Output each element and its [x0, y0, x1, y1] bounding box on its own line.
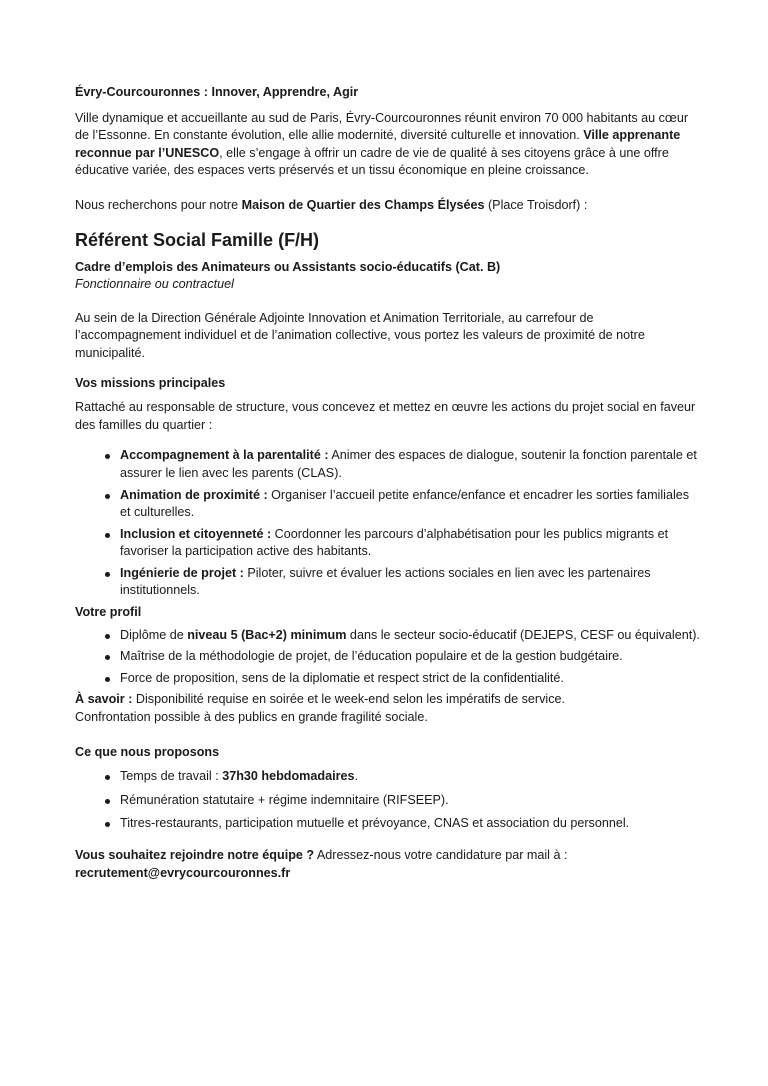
contact-question: Vous souhaitez rejoindre notre équipe ? — [75, 848, 315, 862]
list-item — [120, 526, 700, 561]
mission-text: Organiser l’accueil petite enfance/enfance et encadrer les sorties familiales et culturelles. — [120, 487, 690, 520]
mission-text: Animer des espaces de dialogue, soutenir la fonction parentale et assurer le lien avec les parents (CLAS). — [120, 448, 697, 480]
city-presentation-text: Ville dynamique et accueillante au sud de Paris, Évry-Courcouronnes réunit environ 70 000 habitants au cœur de l’Essonne. En constante évolution, elle allie modernité, diversité culturelle et innovation. — [75, 110, 689, 143]
search-statement — [75, 197, 700, 215]
savoir-text: Disponibilité requise en soirée et le week-end selon les impératifs de service. — [132, 692, 566, 707]
job-offer-document — [75, 84, 700, 882]
missions-intro: Rattaché au responsable de structure, vous concevez et mettez en œuvre les actions du projet social en faveur des familles du quartier : — [75, 400, 696, 432]
savoir-label: À savoir : — [75, 692, 133, 707]
list-item: Rémunération statutaire + régime indemnitaire (RIFSEEP). — [120, 792, 700, 810]
offer-title: Ce que nous proposons — [75, 744, 220, 759]
structure-location: (Place Troisdorf) : — [484, 197, 588, 212]
job-context: Au sein de la Direction Générale Adjointe Innovation et Animation Territoriale, au carrefour de l’accompagnement individuel et de l’animation collective, vous portez les valeurs de proximité de notre municipalité. — [75, 310, 645, 360]
mission-text: Coordonner les parcours d’alphabétisation pour les publics migrants et favoriser la participation active des habitants. — [120, 526, 669, 559]
offer-text: Temps de travail : — [120, 769, 223, 784]
city-presentation — [75, 110, 700, 180]
list-item — [120, 565, 700, 600]
profile-title: Votre profil — [75, 605, 142, 620]
contact-email-line — [75, 865, 700, 883]
offer-text: . — [354, 769, 358, 784]
savoir-line-2: Confrontation possible à des publics en grande fragilité sociale. — [75, 710, 428, 725]
offer-list — [75, 768, 700, 833]
mission-text: Piloter, suivre et évaluer les actions sociales en lien avec les partenaires institutionnels. — [120, 565, 651, 598]
job-title: Référent Social Famille (F/H) — [75, 229, 320, 250]
profile-text: dans le secteur socio-éducatif (DEJEPS, CESF ou équivalent). — [346, 627, 700, 642]
mission-label: Accompagnement à la parentalité : — [120, 448, 329, 463]
profile-text: Diplôme de — [120, 627, 188, 642]
diploma-level: niveau 5 (Bac+2) minimum — [187, 627, 347, 642]
job-status: Fonctionnaire ou contractuel — [75, 277, 234, 292]
list-item — [120, 447, 700, 482]
contact-email[interactable]: recrutement@evrycourcouronnes.fr — [75, 865, 291, 880]
working-hours: 37h30 hebdomadaires — [222, 769, 355, 784]
mission-label: Animation de proximité : — [120, 487, 268, 502]
contact-text: Adressez-nous votre candidature par mail à : — [314, 848, 568, 862]
search-statement-start: Nous recherchons pour notre — [75, 197, 242, 212]
missions-title: Vos missions principales — [75, 375, 226, 390]
job-grade: Cadre d’emplois des Animateurs ou Assistants socio-éducatifs (Cat. B) — [75, 259, 501, 274]
list-item: Force de proposition, sens de la diplomatie et respect strict de la confidentialité. — [120, 670, 700, 688]
mission-label: Inclusion et citoyenneté : — [120, 526, 272, 541]
list-item — [120, 627, 700, 645]
structure-name: Maison de Quartier des Champs Élysées — [241, 197, 485, 212]
city-presentation-text-end: , elle s’engage à offrir un cadre de vie de qualité à ses citoyens grâce à une offre éducative variée, des espaces verts préservés et un tissu économique en pleine croissance. — [75, 145, 669, 178]
list-item — [120, 768, 700, 786]
list-item: Maîtrise de la méthodologie de projet, de l’éducation populaire et de la gestion budgétaire. — [120, 648, 700, 666]
missions-list — [75, 447, 700, 600]
list-item — [120, 487, 700, 522]
list-item: Titres-restaurants, participation mutuelle et prévoyance, CNAS et association du personnel. — [120, 815, 700, 833]
profile-list — [75, 627, 700, 688]
mission-label: Ingénierie de projet : — [120, 565, 244, 580]
unesco-mention: Ville apprenante reconnue par l’UNESCO — [75, 128, 681, 160]
intro-title: Évry-Courcouronnes : Innover, Apprendre, Agir — [75, 85, 359, 99]
contact-line — [75, 847, 700, 865]
savoir-line — [75, 691, 700, 709]
